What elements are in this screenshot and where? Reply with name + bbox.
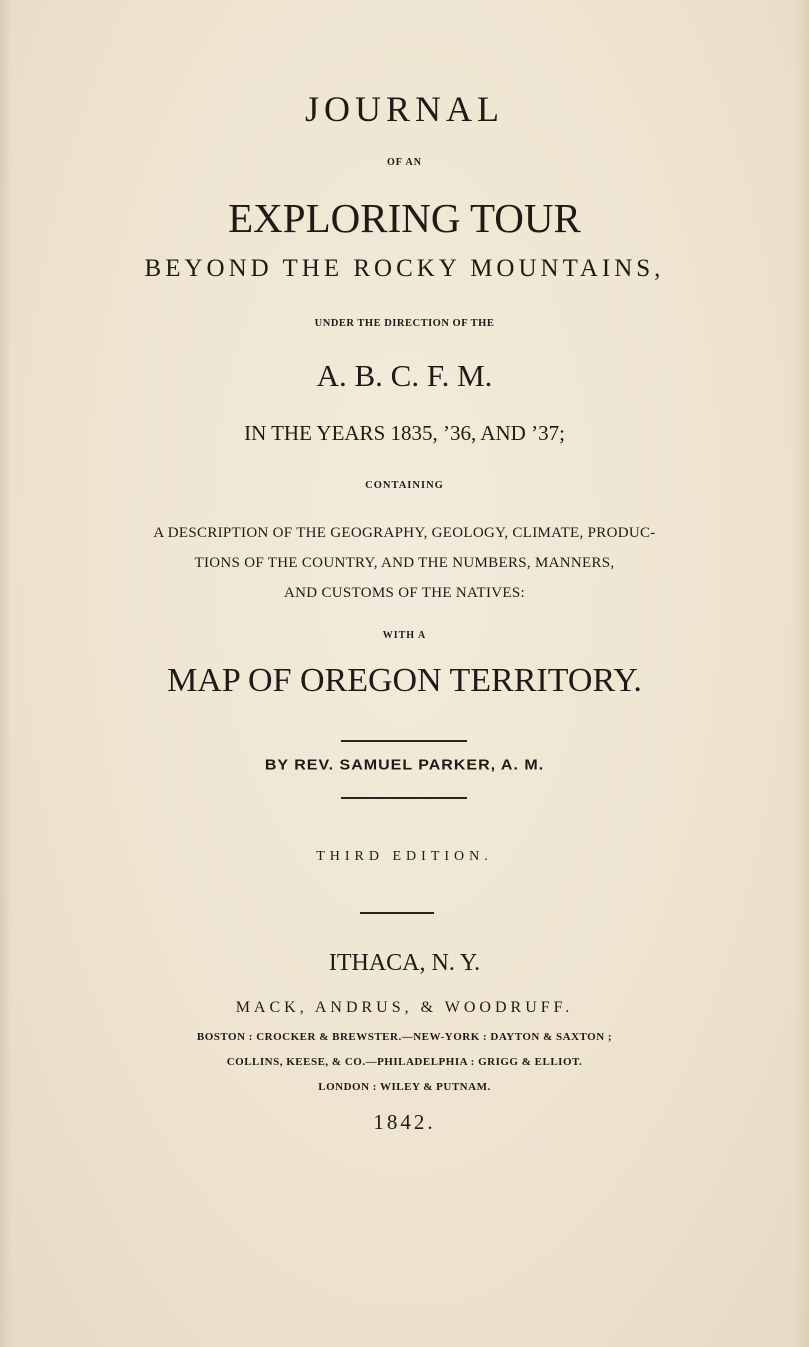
divider-rule xyxy=(341,797,467,799)
distributor-line: COLLINS, KEESE, & CO.—PHILADELPHIA : GRIGG & ELLIOT. xyxy=(226,1056,583,1068)
description-line: TIONS OF THE COUNTRY, AND THE NUMBERS, MANNERS, xyxy=(194,555,615,571)
divider-rule xyxy=(341,740,467,742)
containing-label: CONTAINING xyxy=(365,480,444,491)
publisher-line: MACK, ANDRUS, & WOODRUFF. xyxy=(235,999,574,1016)
distributor-line: LONDON : WILEY & PUTNAM. xyxy=(318,1081,491,1093)
abcfm: A. B. C. F. M. xyxy=(316,358,493,393)
edition-line: THIRD EDITION. xyxy=(316,849,493,864)
years-line: IN THE YEARS 1835, ’36, AND ’37; xyxy=(244,421,565,445)
title-exploring-tour: EXPLORING TOUR xyxy=(228,195,581,241)
place-line: ITHACA, N. Y. xyxy=(328,950,481,976)
title-journal: JOURNAL xyxy=(304,89,504,129)
distributor-line: BOSTON : CROCKER & BREWSTER.—NEW-YORK : DAYTON & SAXTON ; xyxy=(196,1031,613,1043)
divider-rule xyxy=(360,912,434,914)
with-a-label: WITH A xyxy=(382,630,427,641)
description-line: AND CUSTOMS OF THE NATIVES: xyxy=(284,585,525,601)
publication-year: 1842. xyxy=(373,1110,436,1134)
under-direction: UNDER THE DIRECTION OF THE xyxy=(314,318,495,329)
title-beyond: BEYOND THE ROCKY MOUNTAINS, xyxy=(144,255,665,282)
title-of-an: OF AN xyxy=(387,157,422,168)
author-line: BY REV. SAMUEL PARKER, A. M. xyxy=(264,757,545,774)
description-line: A DESCRIPTION OF THE GEOGRAPHY, GEOLOGY, CLIMATE, PRODUC- xyxy=(153,525,656,541)
map-title: MAP OF OREGON TERRITORY. xyxy=(167,662,642,699)
